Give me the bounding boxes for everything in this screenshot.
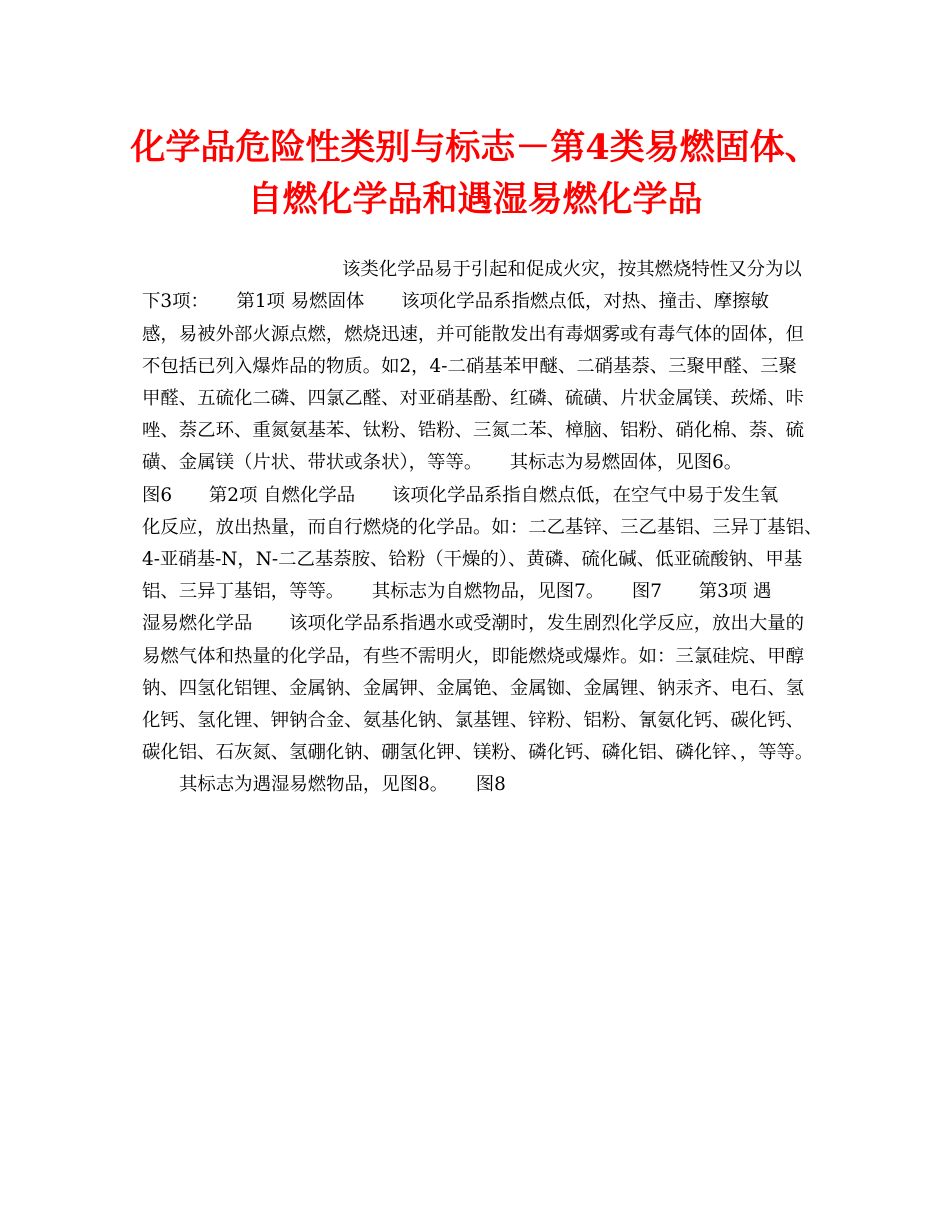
body-line: 不包括已列入爆炸品的物质。如2，4-二硝基苯甲醚、二硝基萘、三聚甲醛、三聚 (142, 356, 797, 377)
body-line: 唑、萘乙环、重氮氨基苯、钛粉、锆粉、三氮二苯、樟脑、铝粉、硝化棉、萘、硫 (142, 420, 805, 441)
body-line: 4-亚硝基-N，N-二乙基萘胺、铪粉（干燥的）、黄磷、硫化碱、低亚硫酸钠、甲基 (142, 549, 803, 570)
body-line: 磺、金属镁（片状、带状或条状），等等。 其标志为易燃固体，见图6。 (142, 452, 743, 473)
body-line: 易燃气体和热量的化学品，有些不需明火，即能燃烧或爆炸。如：三氯硅烷、甲醇 (142, 646, 805, 667)
body-line: 甲醛、五硫化二磷、四氯乙醛、对亚硝基酚、红磷、硫磺、片状金属镁、莰烯、咔 (142, 388, 805, 409)
body-line: 化反应，放出热量，而自行燃烧的化学品。如：二乙基锌、三乙基铝、三异丁基铝、 (142, 517, 823, 538)
title-line: 化学品危险性类别与标志－第4类易燃固体、 (130, 127, 820, 168)
body-line: 下3项： 第1项 易燃固体 该项化学品系指燃点低，对热、撞击、摩擦敏 (142, 291, 769, 312)
document-title (120, 122, 830, 226)
title-line: 自燃化学品和遇湿易燃化学品 (247, 179, 703, 220)
body-line: 其标志为遇湿易燃物品，见图8。 图8 (179, 774, 506, 795)
body-line: 化钙、氢化锂、钾钠合金、氨基化钠、氯基锂、锌粉、铝粉、氰氨化钙、碳化钙、 (142, 710, 805, 731)
body-line: 钠、四氢化铝锂、金属钠、金属钾、金属铯、金属铷、金属锂、钠汞齐、电石、氢 (142, 678, 805, 699)
body-line: 湿易燃化学品 该项化学品系指遇水或受潮时，发生剧烈化学反应，放出大量的 (142, 613, 805, 634)
body-line: 感，易被外部火源点燃，燃烧迅速，并可能散发出有毒烟雾或有毒气体的固体，但 (142, 324, 805, 345)
body-line: 该类化学品易于引起和促成火灾，按其燃烧特性又分为以 (342, 259, 802, 280)
body-line: 碳化铝、石灰氮、氢硼化钠、硼氢化钾、镁粉、磷化钙、磷化铝、磷化锌、，等等。 (142, 742, 814, 763)
body-line: 铝、三异丁基铝，等等。 其标志为自燃物品，见图7。 图7 第3项 遇 (142, 581, 772, 602)
body-line: 图6 第2项 自燃化学品 该项化学品系指自燃点低，在空气中易于发生氧 (142, 485, 779, 506)
